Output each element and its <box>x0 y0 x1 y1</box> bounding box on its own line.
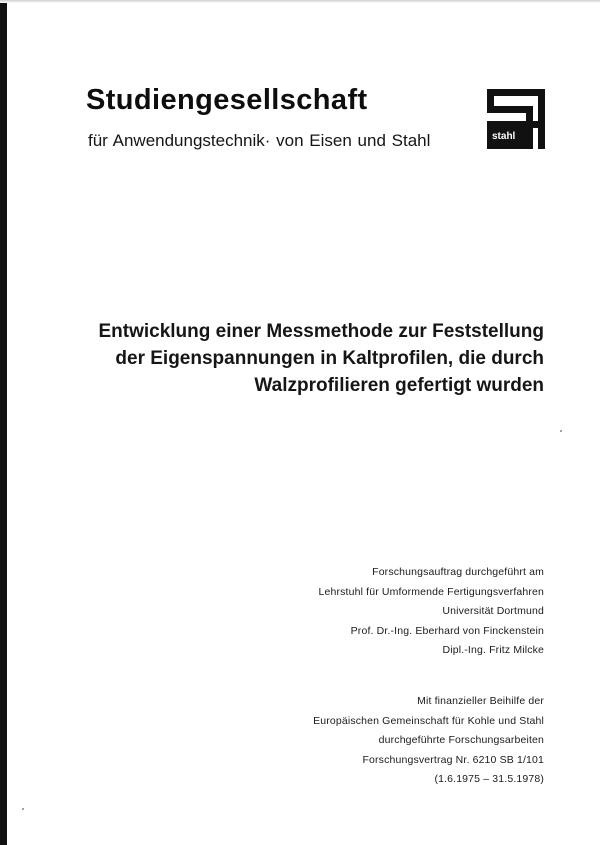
funding-line: Europäischen Gemeinschaft für Kohle und Stahl <box>313 714 544 727</box>
funding-line: durchgeführte Forschungsarbeiten <box>378 734 544 746</box>
organization-name: Studiengesellschaft <box>86 84 368 116</box>
logo-wordmark: stahl <box>492 131 516 142</box>
research-line: Prof. Dr.-Ing. Eberhard von Finckenstein <box>350 624 544 637</box>
funding-line: (1.6.1975 – 31.5.1978) <box>434 773 544 785</box>
funding-line: Mit finanzieller Beihilfe der <box>417 695 544 707</box>
research-line: Universität Dortmund <box>442 605 544 617</box>
organization-subtitle: für Anwendungstechnik· von Eisen und Stahl <box>88 131 431 150</box>
scan-edge-left <box>0 0 7 845</box>
title-line: Walzprofilieren gefertigt wurden <box>254 375 544 396</box>
scan-speck <box>22 808 24 810</box>
scan-speck <box>560 430 562 432</box>
title-line: Entwicklung einer Messmethode zur Feststellung <box>98 321 544 342</box>
scan-edge-top <box>0 0 600 3</box>
research-line: Forschungsauftrag durchgeführt am <box>372 566 544 578</box>
research-line: Lehrstuhl für Umformende Fertigungsverfahren <box>318 585 544 598</box>
title-line: der Eigenspannungen in Kaltprofilen, die durch <box>115 348 544 369</box>
research-info <box>224 563 544 661</box>
research-line: Dipl.-Ing. Fritz Milcke <box>442 644 544 656</box>
report-title <box>74 318 544 399</box>
funding-info <box>224 692 544 790</box>
funding-line: Forschungsvertrag Nr. 6210 SB 1/101 <box>362 753 544 766</box>
